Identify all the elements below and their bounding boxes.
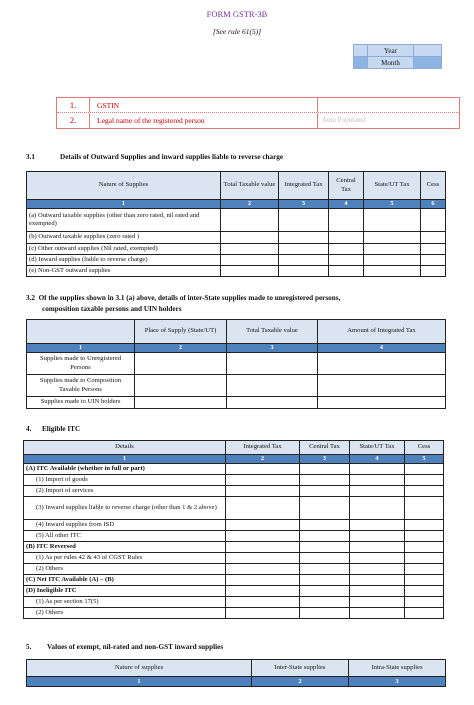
row-label: Supplies made to UIN holders: [27, 397, 135, 409]
col-number: 6: [421, 200, 446, 209]
value-cell[interactable]: [350, 553, 405, 564]
col-number: 3: [279, 200, 329, 209]
section-3-2-number: 3.2: [26, 294, 35, 302]
col-integrated-tax: Integrated Tax: [279, 172, 329, 200]
row-label: (1) Import of goods: [24, 475, 226, 486]
month-spacer: [354, 57, 368, 69]
value-cell[interactable]: [405, 564, 444, 575]
eligible-itc-table: [23, 440, 444, 619]
section-3-1-title: Details of Outward Supplies and inward supplies liable to reverse charge: [60, 153, 284, 161]
col-number: 4: [350, 455, 405, 464]
row-label: (2) Others: [24, 564, 226, 575]
value-cell[interactable]: [350, 608, 405, 619]
section-3-2-title-line2: composition taxable persons and UIN holders: [42, 305, 182, 313]
value-cell[interactable]: [300, 497, 350, 520]
section-3-2-title-line1: Of the supplies shown in 3.1 (a) above, details of inter-State supplies made to unregistered persons,: [38, 294, 341, 302]
gstin-row: [57, 98, 459, 113]
interstate-supplies-table: [26, 319, 446, 409]
value-cell[interactable]: [226, 608, 300, 619]
value-cell[interactable]: [227, 397, 318, 409]
legal-name-number: 2.: [57, 113, 90, 128]
table-row: [27, 375, 446, 397]
col-number: 4: [318, 344, 446, 353]
col-number: 1: [27, 677, 252, 687]
auto-populated-note: Auto Populated: [322, 116, 366, 124]
col-cess: Cess: [405, 441, 444, 455]
col-nature-of-supplies: Nature of supplies: [27, 660, 252, 677]
section-4-title: Eligible ITC: [42, 425, 81, 433]
value-cell[interactable]: [279, 232, 329, 244]
value-cell[interactable]: [421, 255, 446, 266]
row-label: Supplies made to Unregistered Persons: [27, 353, 135, 375]
year-spacer: [354, 45, 368, 57]
gstin-label: GSTIN: [97, 101, 120, 110]
value-cell[interactable]: [405, 531, 444, 542]
col-number: 3: [227, 344, 318, 353]
value-cell[interactable]: [300, 597, 350, 608]
col-number: 2: [252, 677, 349, 687]
col-number: 5: [405, 455, 444, 464]
table-row: [27, 255, 446, 266]
col-number: 1: [27, 200, 221, 209]
table-row: [24, 542, 444, 553]
value-cell[interactable]: [221, 266, 279, 277]
value-cell[interactable]: [350, 597, 405, 608]
value-cell[interactable]: [329, 232, 364, 244]
row-label: (1) As per rules 42 & 43 of CGST Rules: [24, 553, 226, 564]
section-3-1-number: 3.1: [26, 153, 35, 161]
row-label: (4) Inward supplies from ISD: [24, 520, 226, 531]
section-5-title: Values of exempt, nil-rated and non-GST inward supplies: [47, 643, 224, 651]
col-number: 2: [135, 344, 227, 353]
value-cell[interactable]: [405, 553, 444, 564]
year-value[interactable]: [414, 45, 442, 57]
value-cell[interactable]: [364, 266, 421, 277]
table-row: [24, 575, 444, 586]
value-cell[interactable]: [421, 209, 446, 232]
table-row: [24, 586, 444, 597]
value-cell[interactable]: [300, 520, 350, 531]
table-row: [24, 608, 444, 619]
row-label: (1) As per section 17(5): [24, 597, 226, 608]
section-3-1-heading: [26, 153, 283, 161]
value-cell[interactable]: [350, 486, 405, 497]
value-cell[interactable]: [279, 209, 329, 232]
table-row: [27, 244, 446, 255]
value-cell[interactable]: [350, 575, 405, 586]
value-cell[interactable]: [227, 375, 318, 397]
col-number: 5: [364, 200, 421, 209]
col-state-ut-tax: State/UT Tax: [350, 441, 405, 455]
value-cell[interactable]: [279, 244, 329, 255]
value-cell[interactable]: [405, 520, 444, 531]
row-label: (a) Outward taxable supplies (other than zero rated, nil rated and exempted): [27, 209, 221, 232]
value-cell[interactable]: [318, 397, 446, 409]
table-row: [27, 397, 446, 409]
value-cell[interactable]: [226, 486, 300, 497]
table-row: [27, 232, 446, 244]
value-cell[interactable]: [221, 255, 279, 266]
col-number: 1: [24, 455, 226, 464]
row-label: Supplies made to Composition Taxable Persons: [27, 375, 135, 397]
table-row: [24, 475, 444, 486]
exempt-supplies-table: [26, 659, 446, 687]
table-row: [24, 497, 444, 520]
value-cell[interactable]: [226, 475, 300, 486]
row-label: (e) Non-GST outward supplies: [27, 266, 221, 277]
value-cell[interactable]: [300, 553, 350, 564]
value-cell[interactable]: [300, 608, 350, 619]
value-cell[interactable]: [405, 597, 444, 608]
gstin-number: 1.: [57, 98, 90, 112]
col-blank: [27, 320, 135, 344]
table-row: [27, 209, 446, 232]
legal-name-row: [57, 113, 459, 128]
value-cell[interactable]: [300, 475, 350, 486]
section-4-heading: [26, 425, 80, 433]
value-cell[interactable]: [226, 497, 300, 520]
value-cell[interactable]: [221, 232, 279, 244]
row-label: (A) ITC Available (whether in full or part): [24, 464, 226, 475]
col-cess: Cess: [421, 172, 446, 200]
section-3-2-heading: [26, 293, 446, 315]
row-label: (5) All other ITC: [24, 531, 226, 542]
month-label: Month: [368, 57, 414, 69]
row-label: (d) Inward supplies (liable to reverse charge): [27, 255, 221, 266]
col-total-taxable-value: Total Taxable value: [221, 172, 279, 200]
table-row: [24, 520, 444, 531]
col-intra-state-supplies: Intra-State supplies: [349, 660, 446, 677]
taxpayer-details: [56, 97, 460, 129]
row-label: (2) Others: [24, 608, 226, 619]
col-integrated-tax-amount: Amount of Integrated Tax: [318, 320, 446, 344]
col-nature-of-supplies: Nature of Supplies: [27, 172, 221, 200]
value-cell[interactable]: [364, 209, 421, 232]
value-cell[interactable]: [300, 575, 350, 586]
value-cell[interactable]: [279, 266, 329, 277]
value-cell[interactable]: [135, 353, 227, 375]
value-cell[interactable]: [364, 232, 421, 244]
value-cell[interactable]: [318, 375, 446, 397]
value-cell[interactable]: [350, 531, 405, 542]
col-total-taxable-value: Total Taxable value: [227, 320, 318, 344]
value-cell[interactable]: [405, 575, 444, 586]
value-cell[interactable]: [350, 520, 405, 531]
col-number: 3: [349, 677, 446, 687]
value-cell[interactable]: [226, 597, 300, 608]
value-cell[interactable]: [300, 564, 350, 575]
col-state-ut-tax: State/UT Tax: [364, 172, 421, 200]
col-central-tax: Central Tax: [329, 172, 364, 200]
col-place-of-supply: Place of Supply (State/UT): [135, 320, 227, 344]
value-cell[interactable]: [405, 497, 444, 520]
table-row: [27, 266, 446, 277]
value-cell[interactable]: [364, 255, 421, 266]
col-details: Details: [24, 441, 226, 455]
value-cell[interactable]: [350, 475, 405, 486]
value-cell[interactable]: [226, 531, 300, 542]
value-cell[interactable]: [318, 353, 446, 375]
row-label: (2) Import of services: [24, 486, 226, 497]
value-cell[interactable]: [329, 255, 364, 266]
legal-name-label: Legal name of the registered person: [97, 116, 205, 125]
section-4-number: 4.: [26, 425, 32, 433]
row-label: (D) Ineligible ITC: [24, 586, 226, 597]
value-cell[interactable]: [421, 266, 446, 277]
year-month-table: [353, 44, 442, 69]
value-cell[interactable]: [329, 209, 364, 232]
value-cell[interactable]: [329, 244, 364, 255]
value-cell[interactable]: [226, 564, 300, 575]
value-cell[interactable]: [221, 209, 279, 232]
table-row: [24, 464, 444, 475]
table-row: [24, 531, 444, 542]
section-5-heading: [26, 643, 223, 651]
year-label: Year: [368, 45, 414, 57]
value-cell[interactable]: [329, 266, 364, 277]
row-label: (b) Outward taxable supplies (zero rated ): [27, 232, 221, 244]
value-cell[interactable]: [135, 375, 227, 397]
value-cell[interactable]: [226, 575, 300, 586]
value-cell[interactable]: [405, 608, 444, 619]
value-cell[interactable]: [227, 353, 318, 375]
table-row: [27, 353, 446, 375]
value-cell[interactable]: [226, 553, 300, 564]
value-cell[interactable]: [364, 244, 421, 255]
col-number: 1: [27, 344, 135, 353]
value-cell[interactable]: [405, 486, 444, 497]
value-cell[interactable]: [350, 497, 405, 520]
col-number: 2: [221, 200, 279, 209]
col-inter-state-supplies: Inter-State supplies: [252, 660, 349, 677]
table-row: [24, 564, 444, 575]
form-title: FORM GSTR-3B: [206, 9, 268, 19]
col-number: 4: [329, 200, 364, 209]
month-value[interactable]: [414, 57, 442, 69]
col-number: 3: [300, 455, 350, 464]
value-cell[interactable]: [350, 564, 405, 575]
value-cell[interactable]: [421, 232, 446, 244]
outward-supplies-table: [26, 171, 446, 277]
row-label: (B) ITC Reversed: [24, 542, 226, 553]
col-number: 2: [226, 455, 300, 464]
col-integrated-tax: Integrated Tax: [226, 441, 300, 455]
value-cell[interactable]: [226, 520, 300, 531]
table-row: [24, 486, 444, 497]
value-cell[interactable]: [221, 244, 279, 255]
row-label: (C) Net ITC Available (A) – (B): [24, 575, 226, 586]
row-label: (3) Inward supplies liable to reverse charge (other than 1 & 2 above): [24, 497, 226, 520]
section-5-number: 5.: [26, 643, 32, 651]
col-central-tax: Central Tax: [300, 441, 350, 455]
row-label: (c) Other outward supplies (Nil rated, exempted): [27, 244, 221, 255]
value-cell[interactable]: [300, 486, 350, 497]
value-cell[interactable]: [135, 397, 227, 409]
rule-reference: [See rule 61(5)]: [212, 27, 262, 36]
value-cell[interactable]: [421, 244, 446, 255]
value-cell[interactable]: [279, 255, 329, 266]
table-row: [24, 553, 444, 564]
value-cell[interactable]: [405, 475, 444, 486]
value-cell[interactable]: [300, 531, 350, 542]
table-row: [24, 597, 444, 608]
